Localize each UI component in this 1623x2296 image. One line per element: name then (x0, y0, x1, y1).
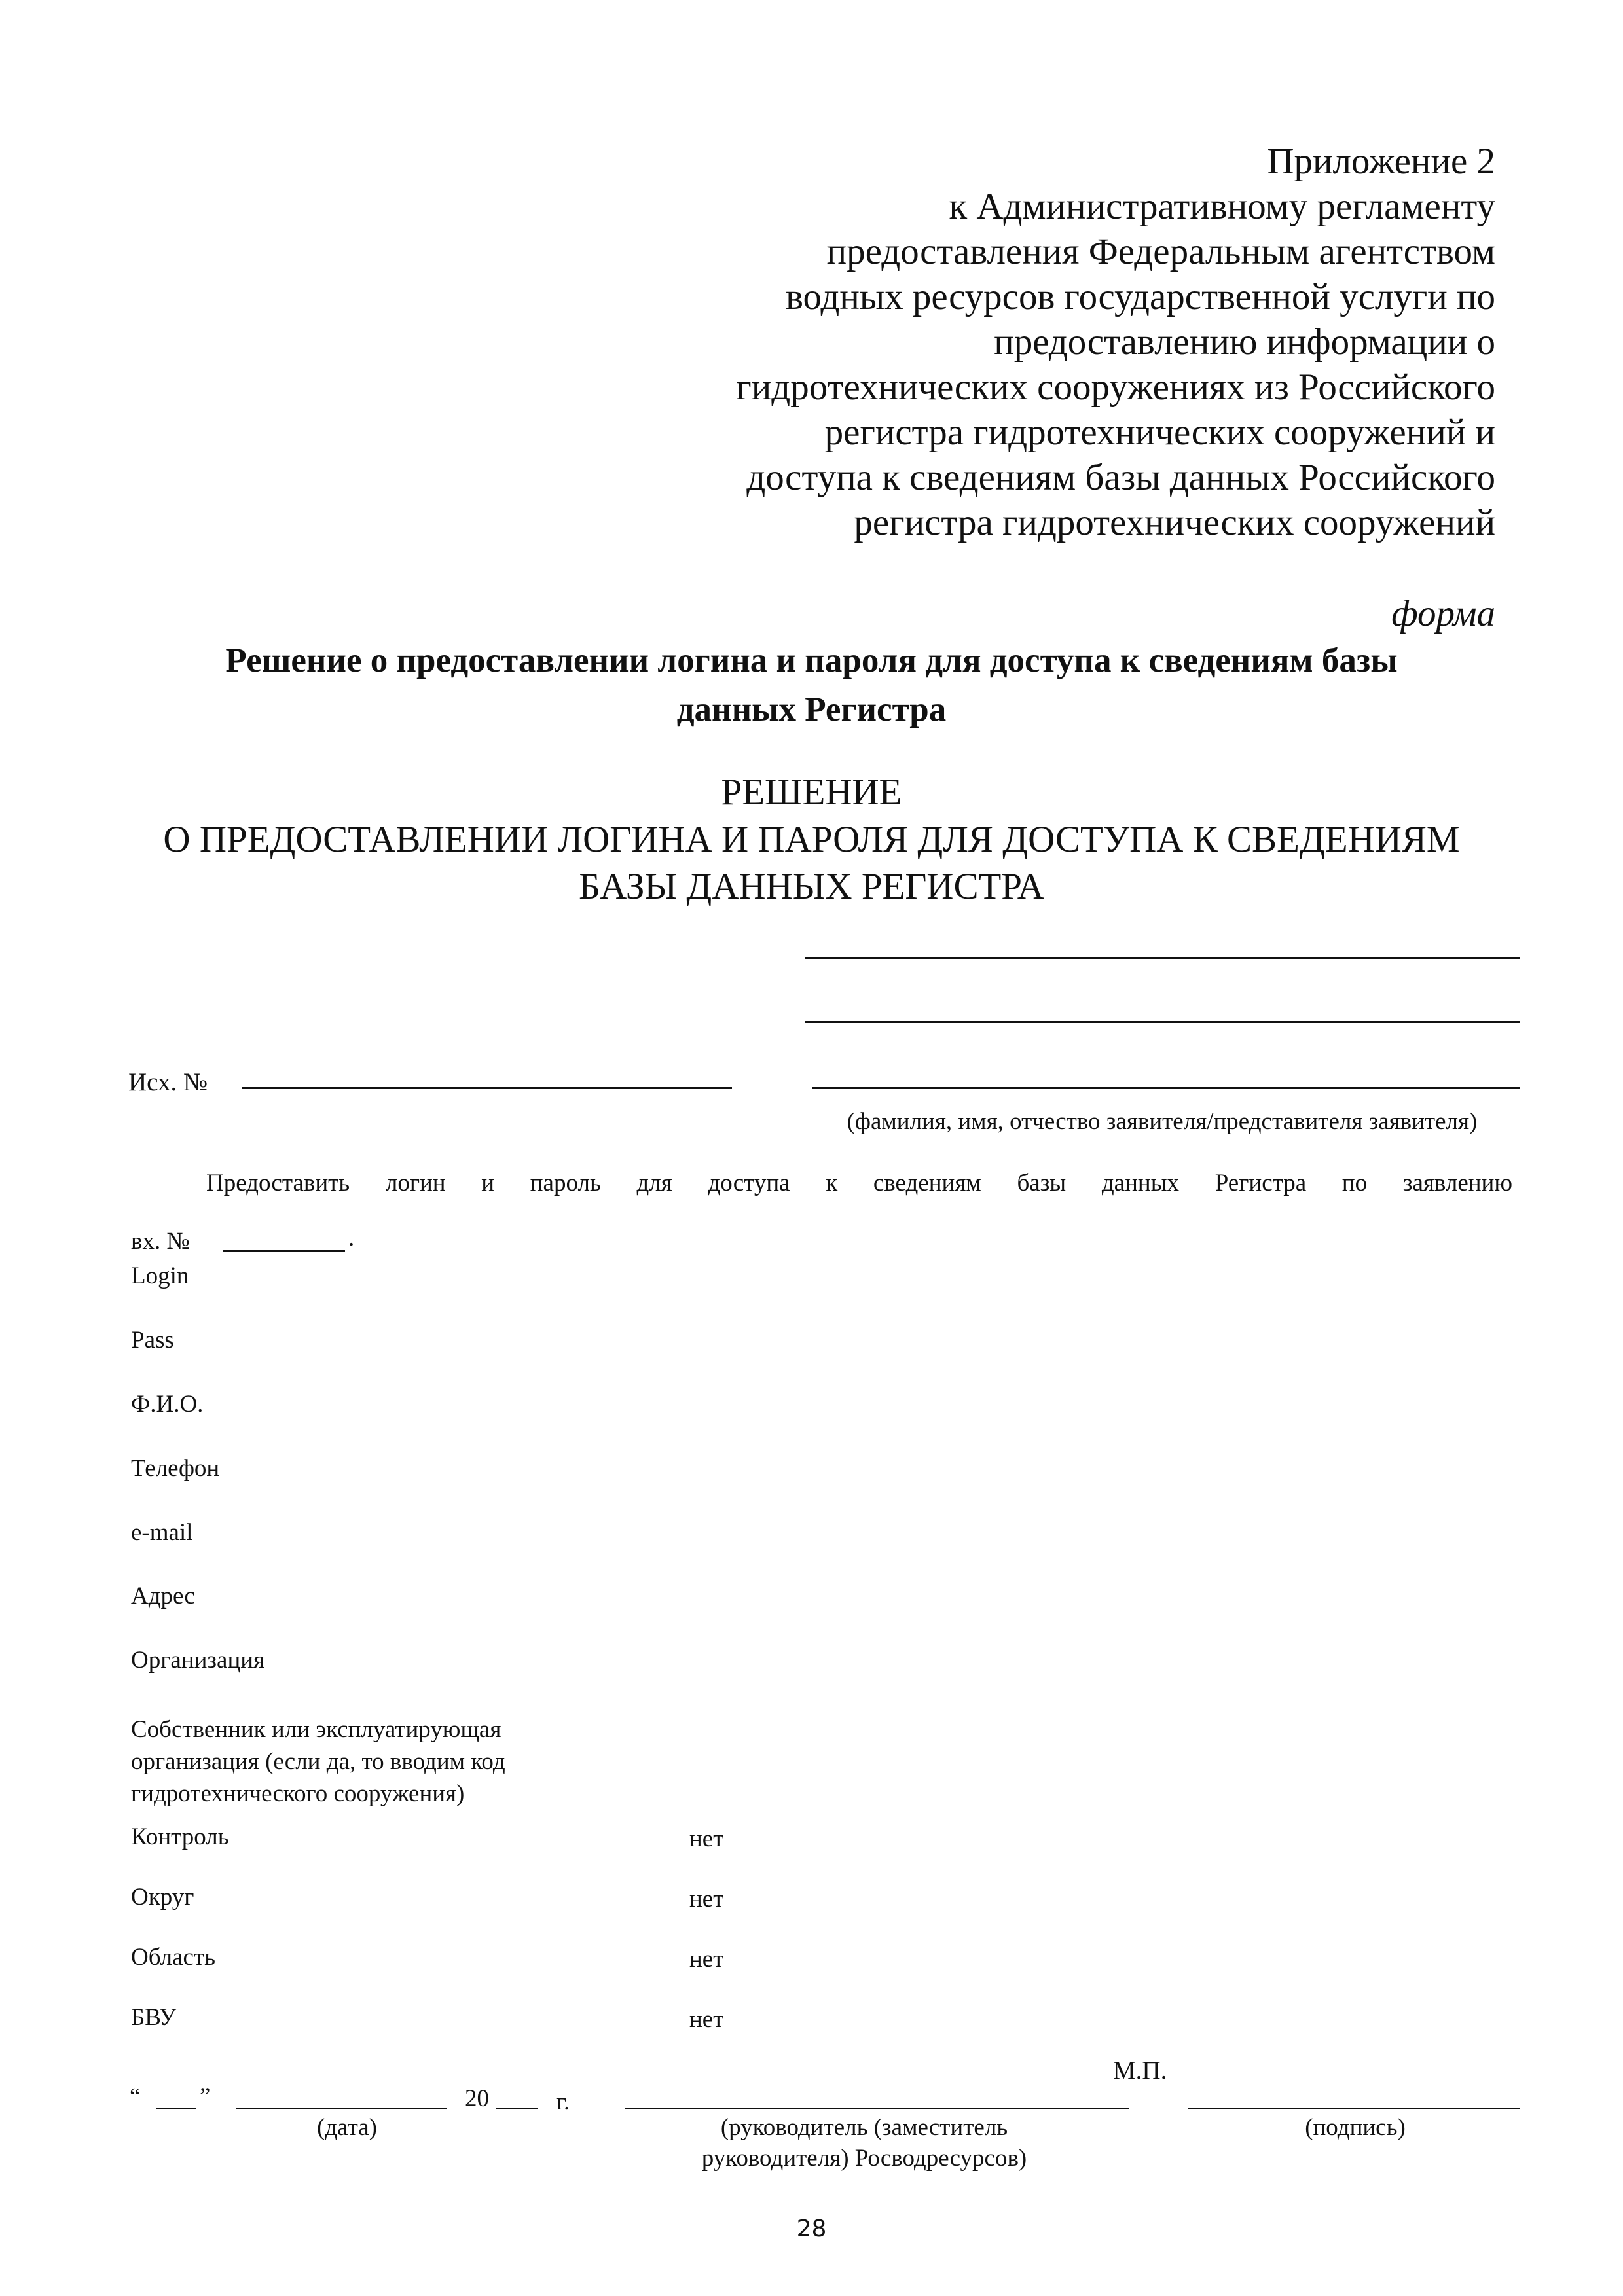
decision-heading-line-1: РЕШЕНИЕ (721, 772, 902, 813)
appendix-line: доступа к сведениям базы данных Российского (746, 457, 1495, 498)
appendix-line: предоставлению информации о (994, 321, 1495, 363)
field-phone: Телефон (131, 1455, 220, 1482)
incoming-number-dot: . (348, 1225, 355, 1251)
field-control: Контроль (131, 1823, 229, 1850)
date-close-quote: ” (200, 2083, 211, 2110)
field-login: Login (131, 1263, 189, 1289)
value-control: нет (689, 1825, 724, 1852)
outgoing-number-label: Исх. № (128, 1068, 208, 1096)
appendix-line: к Административному регламенту (949, 186, 1495, 227)
date-open-quote: “ (130, 2083, 141, 2110)
appendix-line: предоставления Федеральным агентством (826, 231, 1495, 272)
applicant-blank-line-2[interactable] (805, 1021, 1520, 1023)
value-district: нет (689, 1886, 724, 1912)
signature-line[interactable] (1188, 2108, 1520, 2109)
decision-heading (0, 769, 1623, 910)
subtitle-line-1: Решение о предоставлении логина и пароля для доступа к сведениям базы (225, 641, 1398, 679)
page-number: 28 (796, 2215, 827, 2242)
incoming-number-label: вх. № (131, 1228, 190, 1255)
applicant-name-line[interactable] (812, 1087, 1520, 1089)
appendix-line: регистра гидротехнических сооружений и (824, 412, 1495, 453)
field-region: Область (131, 1944, 215, 1971)
provide-text: Предоставить логин и пароль для доступа к сведениям базы данных Регистра по заявлению (206, 1170, 1512, 1196)
date-month-line[interactable] (236, 2108, 447, 2109)
appendix-header (579, 139, 1495, 545)
field-address: Адрес (131, 1583, 195, 1609)
document-subtitle (0, 636, 1623, 734)
appendix-line: гидротехнических сооружениях из Российского (736, 367, 1495, 408)
incoming-number-line[interactable] (223, 1250, 345, 1252)
appendix-line: регистра гидротехнических сооружений (854, 502, 1495, 543)
outgoing-number-line[interactable] (242, 1087, 732, 1089)
field-district: Округ (131, 1884, 194, 1910)
subtitle-line-2: данных Регистра (676, 691, 947, 728)
date-caption: (дата) (317, 2114, 377, 2141)
value-bvu: нет (689, 2006, 724, 2033)
date-day-line[interactable] (156, 2108, 196, 2109)
applicant-blank-line-1[interactable] (805, 957, 1520, 959)
decision-heading-line-2: О ПРЕДОСТАВЛЕНИИ ЛОГИНА И ПАРОЛЯ ДЛЯ ДОСТУПА К СВЕДЕНИЯМ (163, 819, 1460, 860)
date-year-prefix: 20 (465, 2085, 489, 2112)
appendix-line: водных ресурсов государственной услуги по (785, 276, 1495, 317)
head-caption: (руководитель (заместитель руководителя) Росводресурсов) (701, 2114, 1027, 2172)
field-pass: Pass (131, 1327, 174, 1354)
field-bvu: БВУ (131, 2004, 177, 2031)
field-email: e-mail (131, 1519, 193, 1546)
decision-heading-line-3: БАЗЫ ДАННЫХ РЕГИСТРА (579, 866, 1044, 907)
applicant-caption: (фамилия, имя, отчество заявителя/представителя заявителя) (847, 1108, 1478, 1135)
field-organization: Организация (131, 1647, 265, 1674)
value-region: нет (689, 1946, 724, 1973)
field-fio: Ф.И.О. (131, 1391, 204, 1418)
stamp-label: М.П. (1113, 2056, 1167, 2085)
date-year-suffix: г. (556, 2089, 570, 2115)
head-name-line[interactable] (625, 2108, 1129, 2109)
date-year-line[interactable] (496, 2108, 538, 2109)
signature-caption: (подпись) (1305, 2114, 1406, 2141)
field-owner: Собственник или эксплуатирующая организация (если да, то вводим код гидротехнического сооружения) (131, 1716, 505, 1807)
appendix-line: Приложение 2 (1267, 141, 1495, 182)
form-label: форма (1391, 593, 1495, 634)
